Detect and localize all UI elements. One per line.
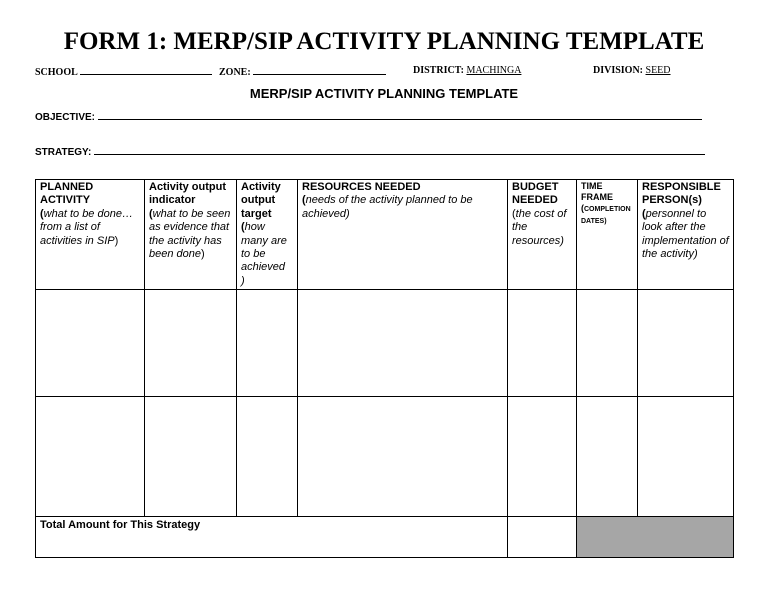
header-responsible-person bbox=[638, 180, 734, 290]
column-open-paren: ( bbox=[512, 207, 516, 220]
table-cell[interactable] bbox=[508, 290, 577, 397]
column-open-paren: ( bbox=[642, 207, 646, 220]
column-heading: RESPONSIBLE PERSON(s) bbox=[642, 181, 721, 207]
table-cell[interactable] bbox=[36, 397, 145, 517]
column-open-paren: ( bbox=[241, 221, 245, 234]
header-planned-activity bbox=[36, 180, 145, 290]
zone-blank[interactable] bbox=[253, 65, 386, 75]
zone-field bbox=[219, 65, 386, 78]
column-note: needs of the activity planned to be achieved bbox=[302, 194, 473, 220]
district-label: DISTRICT: bbox=[413, 65, 464, 76]
column-heading: BUDGET NEEDED bbox=[512, 181, 559, 207]
table-cell[interactable] bbox=[36, 290, 145, 397]
strategy-label: STRATEGY: bbox=[35, 147, 92, 158]
objective-line[interactable] bbox=[98, 110, 702, 120]
table-cell[interactable] bbox=[577, 290, 638, 397]
table-cell[interactable] bbox=[577, 397, 638, 517]
table-cell[interactable] bbox=[298, 290, 508, 397]
total-label: Total Amount for This Strategy bbox=[36, 517, 508, 558]
table-cell[interactable] bbox=[237, 397, 298, 517]
column-close-paren: ) bbox=[241, 274, 245, 287]
column-close-paren: ) bbox=[604, 218, 607, 225]
column-close-paren: ) bbox=[693, 248, 698, 261]
column-note: personnel to look after the implementation of the activity bbox=[642, 207, 729, 261]
table-row bbox=[36, 290, 734, 397]
total-row bbox=[36, 517, 734, 558]
table-cell[interactable] bbox=[508, 397, 577, 517]
column-close-paren: ) bbox=[201, 248, 205, 261]
column-open-paren: ( bbox=[302, 194, 306, 207]
strategy-field bbox=[35, 145, 705, 158]
header-budget-needed bbox=[508, 180, 577, 290]
strategy-line[interactable] bbox=[94, 145, 705, 155]
header-resources-needed bbox=[298, 180, 508, 290]
table-cell[interactable] bbox=[145, 397, 237, 517]
school-field bbox=[35, 65, 212, 78]
zone-label: ZONE: bbox=[219, 67, 251, 78]
column-note: how many are to be achieved bbox=[241, 221, 287, 274]
header-output-target bbox=[237, 180, 298, 290]
district-field bbox=[413, 65, 521, 76]
column-heading: PLANNED ACTIVITY bbox=[40, 181, 94, 207]
header-time-frame bbox=[577, 180, 638, 290]
table-header-row bbox=[36, 180, 734, 290]
table-cell[interactable] bbox=[638, 397, 734, 517]
column-heading: RESOURCES NEEDED bbox=[302, 181, 421, 193]
table-cell[interactable] bbox=[638, 290, 734, 397]
column-note: COMPLETION DATES bbox=[581, 206, 631, 225]
objective-label: OBJECTIVE: bbox=[35, 112, 96, 123]
column-open-paren: ( bbox=[149, 207, 153, 220]
column-open-paren: ( bbox=[40, 207, 44, 220]
column-note: what to be seen as evidence that the activity has been done bbox=[149, 207, 231, 261]
column-heading: Activity output indicator bbox=[149, 181, 226, 207]
school-blank[interactable] bbox=[80, 65, 212, 75]
division-value: SEED bbox=[645, 65, 671, 76]
header-output-indicator bbox=[145, 180, 237, 290]
column-open-paren: ( bbox=[581, 203, 584, 213]
column-close-paren: ) bbox=[346, 207, 350, 220]
column-heading: TIME FRAME bbox=[581, 181, 613, 202]
table-cell[interactable] bbox=[237, 290, 298, 397]
column-close-paren: ) bbox=[560, 234, 564, 247]
column-note: the cost of the resources bbox=[512, 207, 567, 247]
district-value: MACHINGA bbox=[466, 65, 522, 76]
activity-planning-table bbox=[35, 179, 734, 558]
objective-field bbox=[35, 110, 702, 123]
column-note: what to be done…from a list of activities in SIP bbox=[40, 207, 133, 247]
table-row bbox=[36, 397, 734, 517]
school-label: SCHOOL bbox=[35, 67, 78, 78]
column-close-paren: ) bbox=[114, 234, 119, 247]
total-amount-cell[interactable] bbox=[508, 517, 577, 558]
table-cell[interactable] bbox=[145, 290, 237, 397]
form-title: FORM 1: MERP/SIP ACTIVITY PLANNING TEMPLATE bbox=[63, 28, 705, 55]
column-heading: Activity output target bbox=[241, 181, 281, 220]
shaded-cell bbox=[577, 517, 734, 558]
table-cell[interactable] bbox=[298, 397, 508, 517]
form-subtitle: MERP/SIP ACTIVITY PLANNING TEMPLATE bbox=[249, 86, 519, 101]
division-field bbox=[593, 65, 671, 76]
division-label: DIVISION: bbox=[593, 65, 644, 76]
